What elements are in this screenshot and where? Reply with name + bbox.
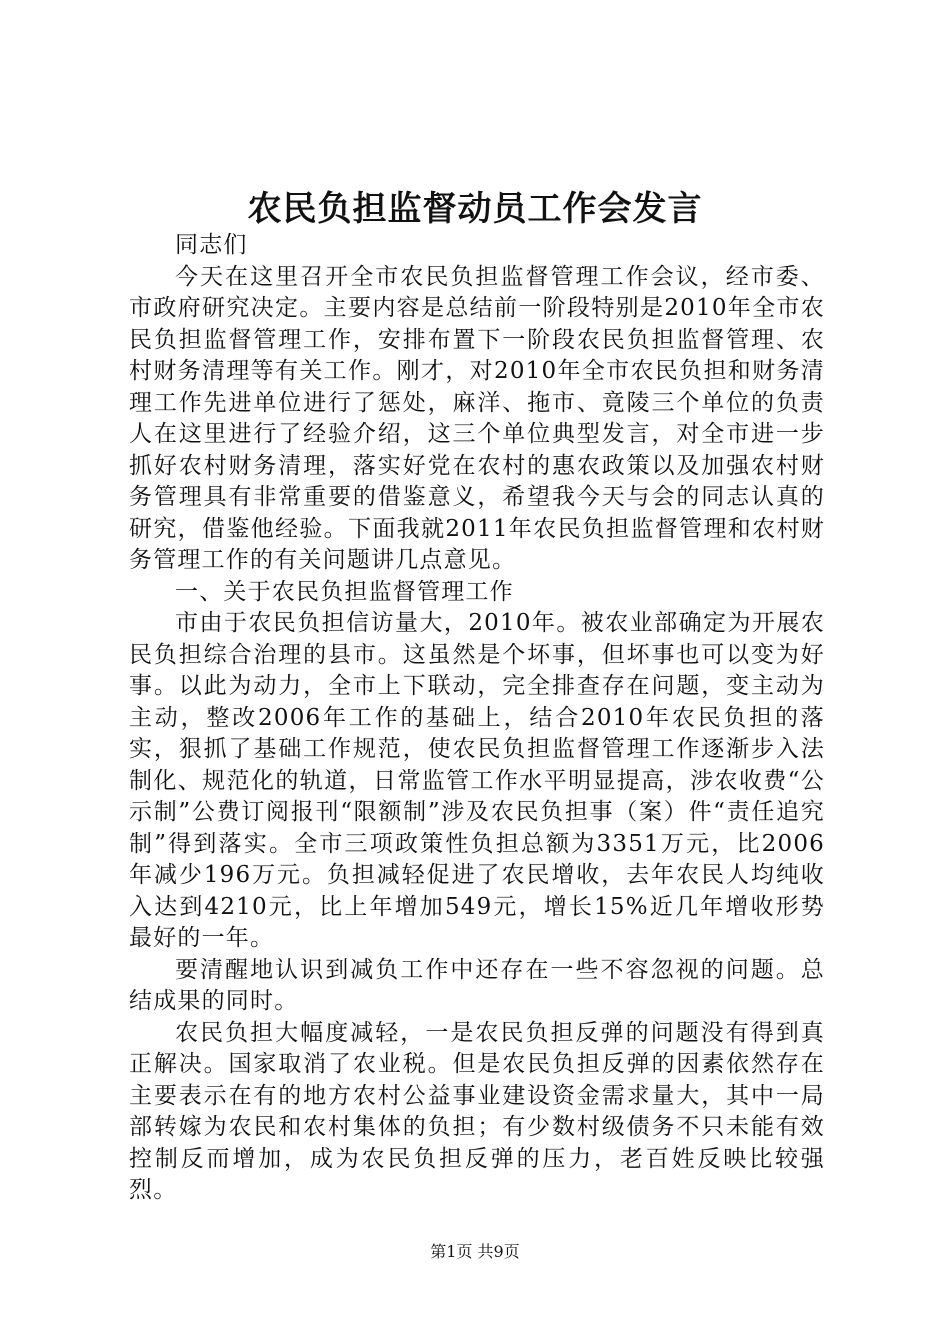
paragraph-achievements: 市由于农民负担信访量大，2010年。被农业部确定为开展农民负担综合治理的县市。这虽然是个坏事，但坏事也可以变为好事。以此为动力，全市上下联动，完全排查存在问题，变主动为主动，整改2006年工作的基础上，结合2010年农民负担的落实，狠抓了基础工作规范，使农民负担监督管理工作逐渐步入法制化、规范化的轨道，日常监管工作水平明显提高，涉农收费“公示制”公费订阅报刊“限额制”涉及农民负担事（案）件“责任追究制”得到落实。全市三项政策性负担总额为3351万元，比2006年减少196万元。负担减轻促进了农民增收，去年农民人均纯收入达到4210元，比上年增加549元，增长15%近几年增收形势最好的一年。 bbox=[129, 610, 825, 951]
paragraph-problem-one: 农民负担大幅度减轻，一是农民负担反弹的问题没有得到真正解决。国家取消了农业税。但是农民负担反弹的因素依然存在主要表示在有的地方农村公益事业建设资金需求量大，其中一局部转嫁为农民和农村集体的负担；有少数村级债务不只未能有效控制反而增加，成为农民负担反弹的压力，老百姓反映比较强烈。 bbox=[129, 1019, 825, 1203]
document-body bbox=[129, 230, 825, 1207]
section-heading: 一、关于农民负担监督管理工作 bbox=[175, 578, 514, 605]
paragraph-intro: 今天在这里召开全市农民负担监督管理工作会议，经市委、市政府研究决定。主要内容是总结前一阶段特别是2010年全市农民负担监督管理工作，安排布置下一阶段农民负担监督管理、农村财务清理等有关工作。刚才，对2010年全市农民负担和财务清理工作先进单位进行了惩处，麻洋、拖市、竟陵三个单位的负责人在这里进行了经验介绍，这三个单位典型发言，对全市进一步抓好农村财务清理，落实好党在农村的惠农政策以及加强农村财务管理具有非常重要的借鉴意义，希望我今天与会的同志认真的研究，借鉴他经验。下面我就2011年农民负担监督管理和农村财务管理工作的有关问题讲几点意见。 bbox=[129, 263, 825, 573]
document-title: 农民负担监督动员工作会发言 bbox=[247, 189, 703, 229]
page-footer: 第1页 共9页 bbox=[430, 1242, 520, 1261]
salutation: 同志们 bbox=[175, 232, 248, 258]
paragraph-problems-intro: 要清醒地认识到减负工作中还存在一些不容忽视的问题。总结成果的同时。 bbox=[129, 956, 825, 1014]
